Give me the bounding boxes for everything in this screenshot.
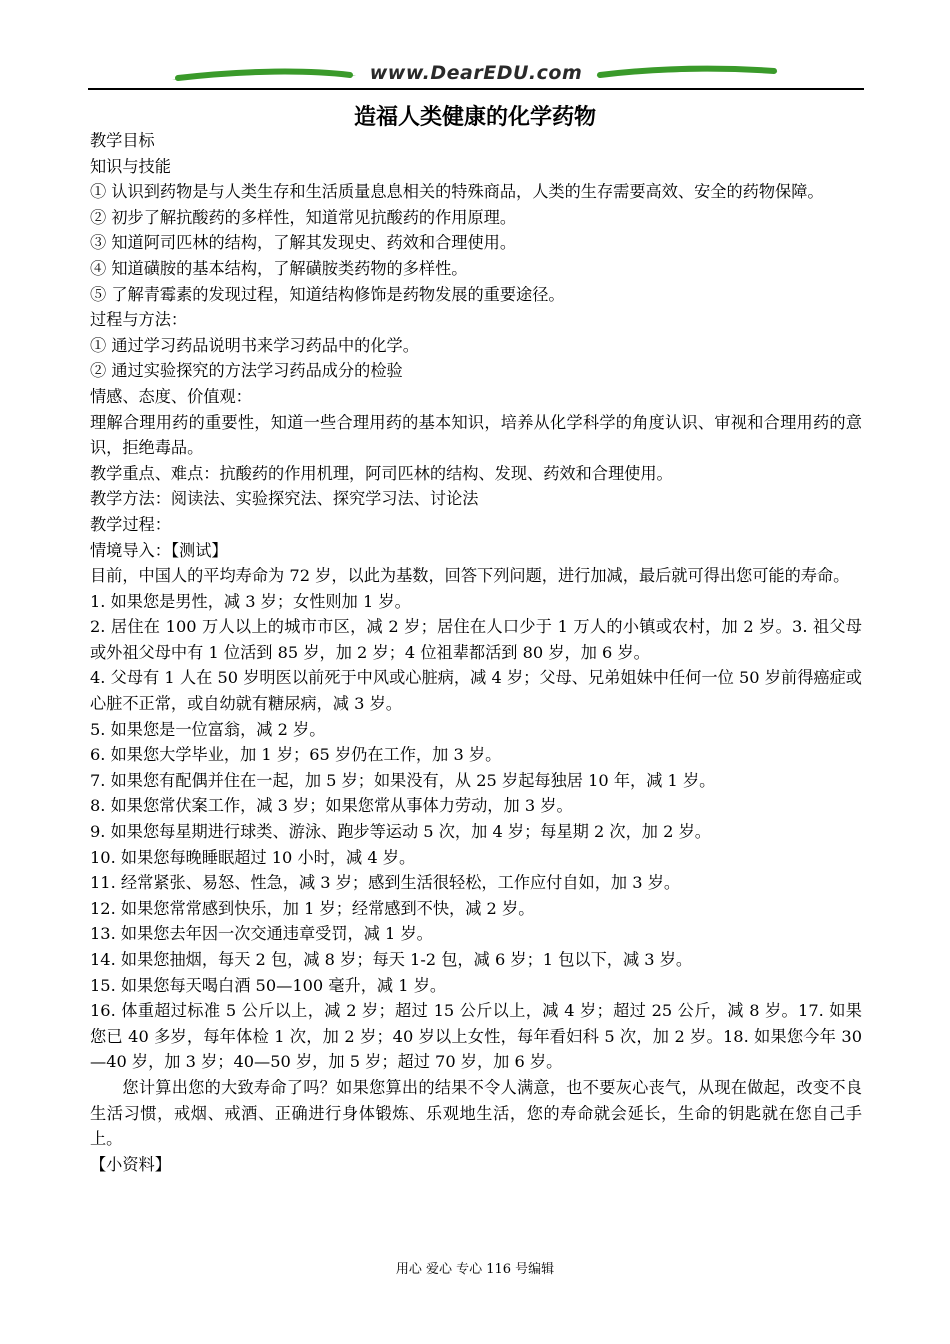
page-footer: 用心 爱心 专心 116 号编辑 [395, 1262, 555, 1277]
test-item-15: 15. 如果您每天喝白酒 50—100 毫升，减 1 岁。 [90, 975, 447, 995]
test-item-4: 4. 父母有 1 人在 50 岁明医以前死于中风或心脏病，减 4 岁；父母、兄弟姐妹中任何一位 50 岁前得癌症或心脏不正常，或自幼就有糖尿病，减 3 岁。 [90, 668, 862, 714]
test-item-14: 14. 如果您抽烟，每天 2 包，减 8 岁；每天 1-2 包，减 6 岁；1 包以下，减 3 岁。 [90, 950, 693, 969]
document-body [90, 128, 862, 1177]
test-intro-text: 目前，中国人的平均寿命为 72 岁，以此为基数，回答下列问题，进行加减，最后就可得出您可能的寿命。 [90, 566, 850, 586]
goal-item-4: ④ 知道磺胺的基本结构，了解磺胺类药物的多样性。 [90, 258, 468, 278]
test-item-2-3: 2. 居住在 100 万人以上的城市市区，减 2 岁；居住在人口少于 1 万人的小镇或农村，加 2 岁。3. 祖父母或外祖父母中有 1 位活到 85 岁，加 2 岁；4 位祖辈都活到 80 岁，加 6 岁。 [90, 617, 862, 662]
key-points: 教学重点、难点：抗酸药的作用机理，阿司匹林的结构、发现、药效和合理使用。 [90, 463, 673, 483]
process-item-1: ① 通过学习药品说明书来学习药品中的化学。 [90, 335, 419, 355]
test-item-13: 13. 如果您去年因一次交通违章受罚，减 1 岁。 [90, 924, 433, 944]
goal-item-1: ① 认识到药物是与人类生存和生活质量息息相关的特殊商品，人类的生存需要高效、安全的药物保障。 [90, 182, 824, 202]
goal-item-2: ② 初步了解抗酸药的多样性，知道常见抗酸药的作用原理。 [90, 207, 517, 227]
site-logo-text: www.DearEDU.com [369, 62, 583, 84]
test-item-9: 9. 如果您每星期进行球类、游泳、跑步等运动 5 次，加 4 岁；每星期 2 次，加 2 岁。 [90, 822, 711, 842]
heading-values: 情感、态度、价值观： [90, 386, 252, 406]
process-item-2: ② 通过实验探究的方法学习药品成分的检验 [90, 361, 403, 381]
test-item-8: 8. 如果您常伏案工作，减 3 岁；如果您常从事体力劳动，加 3 岁。 [90, 796, 573, 816]
small-info-heading: 【小资料】 [90, 1154, 171, 1174]
goal-item-5: ⑤ 了解青霉素的发现过程，知道结构修饰是药物发展的重要途径。 [90, 284, 565, 304]
heading-teaching-goals: 教学目标 [90, 131, 155, 150]
test-conclusion: 您计算出您的大致寿命了吗？如果您算出的结果不令人满意，也不要灰心丧气，从现在做起，改变不良生活习惯，戒烟、戒酒、正确进行身体锻炼、乐观地生活，您的寿命就会延长，生命的钥匙就在您自己手上。 [90, 1077, 862, 1149]
test-item-6: 6. 如果您大学毕业，加 1 岁；65 岁仍在工作，加 3 岁。 [90, 745, 502, 765]
test-item-12: 12. 如果您常常感到快乐，加 1 岁；经常感到不快，减 2 岁。 [90, 898, 535, 918]
test-item-7: 7. 如果您有配偶并住在一起，加 5 岁；如果没有，从 25 岁起每独居 10 年，减 1 岁。 [90, 770, 716, 790]
test-item-16-18: 16. 体重超过标准 5 公斤以上，减 2 岁；超过 15 公斤以上，减 4 岁；超过 25 公斤，减 8 岁。17. 如果您已 40 多岁，每年体检 1 次，加 2 岁；40 岁以上女性，每年看妇科 5 次，加 2 岁。18. 如果您今年 30—40 岁，加 3 岁；40—50 岁，加 5 岁；超过 70 岁，加 6 岁。 [90, 1001, 862, 1072]
document-title: 造福人类健康的化学药物 [353, 105, 596, 130]
test-item-1: 1. 如果您是男性，减 3 岁；女性则加 1 岁。 [90, 591, 411, 611]
heading-teaching-process: 教学过程： [90, 514, 171, 534]
page-header [88, 58, 864, 92]
intro-test-heading: 情境导入：【测试】 [90, 540, 228, 560]
test-item-5: 5. 如果您是一位富翁，减 2 岁。 [90, 719, 326, 739]
heading-knowledge-skills: 知识与技能 [90, 156, 171, 176]
heading-process-method: 过程与方法： [90, 310, 188, 330]
goal-item-3: ③ 知道阿司匹林的结构，了解其发现史、药效和合理使用。 [90, 233, 517, 253]
teaching-methods: 教学方法：阅读法、实验探究法、探究学习法、讨论法 [90, 489, 479, 509]
test-item-11: 11. 经常紧张、易怒、性急，减 3 岁；感到生活很轻松，工作应付自如，加 3 岁。 [90, 873, 681, 893]
header-rule [88, 88, 864, 90]
test-item-10: 10. 如果您每晚睡眠超过 10 小时，减 4 岁。 [90, 847, 416, 867]
values-text: 理解合理用药的重要性，知道一些合理用药的基本知识，培养从化学科学的角度认识、审视和合理用药的意识，拒绝毒品。 [90, 412, 862, 458]
